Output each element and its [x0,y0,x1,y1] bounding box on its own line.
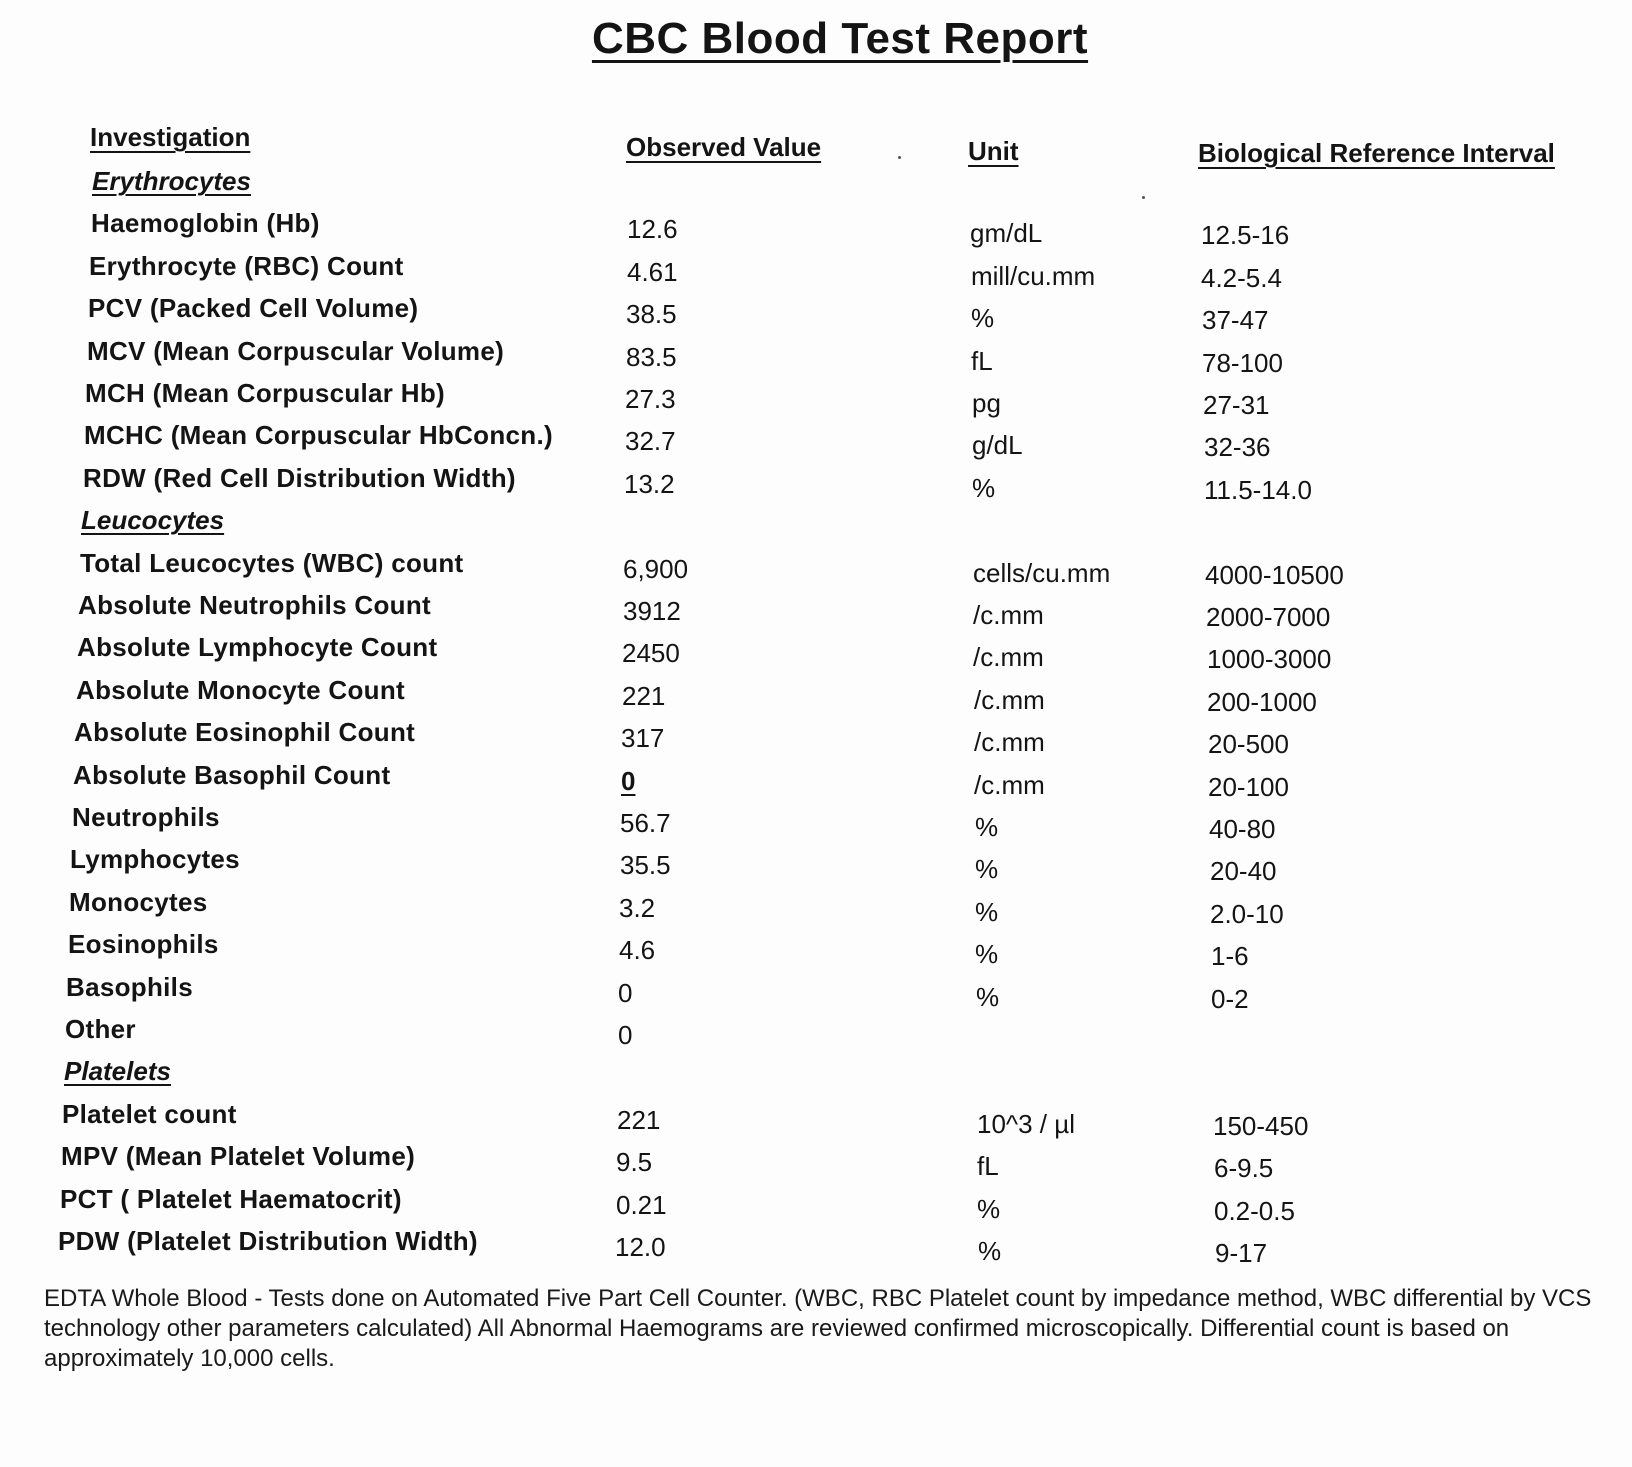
investigation-name: MCV (Mean Corpuscular Volume) [87,335,505,366]
unit: % [975,896,999,927]
reference-interval: 12.5-16 [1201,220,1290,251]
table-row [0,293,1632,336]
reference-interval: 27-31 [1203,390,1270,420]
section-row [0,505,1632,541]
unit: /c.mm [973,642,1044,673]
reference-interval: 40-80 [1209,814,1276,844]
table-row [0,1014,1632,1050]
unit: fL [971,345,993,376]
table-row [0,632,1632,675]
investigation-name: Lymphocytes [70,844,240,875]
table-row [0,547,1632,590]
investigation-name: RDW (Red Cell Distribution Width) [83,462,516,493]
table-row [0,1226,1632,1268]
unit: % [975,812,999,842]
section-row [0,1056,1632,1092]
investigation-name: MCH (Mean Corpuscular Hb) [85,378,445,408]
investigation-name: Absolute Lymphocyte Count [77,632,438,663]
unit: /c.mm [974,769,1045,800]
observed-value: 38.5 [626,299,677,330]
table-row [0,378,1632,420]
table-row [0,1183,1632,1226]
footnote: EDTA Whole Blood - Tests done on Automated Five Part Cell Counter. (WBC, RBC Platelet count by impedance method, WBC differential by VCS technology other parameters calculated) All Abnormal Haemograms are reviewed confirmed microscopically. Differential count is based on approximately 10,000 cells. [44,1285,1592,1372]
investigation-name: Absolute Basophil Count [73,759,391,790]
unit: 10^3 / µl [977,1108,1076,1139]
investigation-name: Monocytes [69,886,208,917]
table-row [0,462,1632,505]
investigation-name: Neutrophils [72,802,220,832]
investigation-name: Absolute Neutrophils Count [78,590,431,620]
observed-value: 12.6 [627,214,678,245]
observed-value: 2450 [622,638,680,669]
investigation-name: PDW (Platelet Distribution Width) [58,1226,478,1256]
reference-interval: 0.2-0.5 [1214,1195,1295,1226]
table-row [0,1141,1632,1184]
reference-interval: 6-9.5 [1214,1153,1274,1184]
table-row [0,1098,1632,1141]
unit: % [971,303,995,334]
unit: /c.mm [973,600,1044,630]
investigation-name: Haemoglobin (Hb) [91,208,320,239]
table-row [0,717,1632,760]
reference-interval: 150-450 [1213,1110,1309,1141]
observed-value: 6,900 [623,553,689,584]
table-row [0,250,1632,293]
reference-interval: 2000-7000 [1206,602,1331,632]
section-row [0,166,1632,202]
investigation-name: Other [65,1014,136,1044]
investigation-name: PCV (Packed Cell Volume) [88,293,419,324]
header-unit: Unit [968,136,1019,166]
reference-interval: 20-100 [1208,771,1289,802]
observed-value: 27.3 [625,384,676,414]
report-title: CBC Blood Test Report [591,14,1089,63]
unit: % [977,1193,1001,1224]
observed-value: 221 [622,680,666,711]
reference-interval: 1-6 [1211,941,1249,972]
unit: % [975,854,999,885]
observed-value: 9.5 [616,1147,653,1178]
table-row [0,886,1632,929]
reference-interval: 20-500 [1208,729,1289,760]
observed-value: 221 [617,1104,661,1135]
table-row [0,759,1632,802]
unit: fL [977,1151,999,1182]
reference-interval: 78-100 [1202,347,1283,378]
observed-value: 35.5 [620,850,671,881]
unit: % [976,981,1000,1012]
investigation-name: PCT ( Platelet Haematocrit) [60,1183,402,1214]
observed-value: 3912 [623,596,681,626]
unit: % [978,1236,1002,1266]
section-heading: Erythrocytes [92,166,251,196]
reference-interval: 4.2-5.4 [1201,262,1282,293]
observed-value: 4.61 [627,256,678,287]
investigation-name: Basophils [66,971,193,1002]
observed-value: 56.7 [620,808,671,838]
table-row [0,674,1632,717]
investigation-name: Total Leucocytes (WBC) count [80,547,464,578]
table-row [0,590,1632,632]
reference-interval: 2.0-10 [1210,898,1284,929]
reference-interval: 32-36 [1204,432,1271,463]
observed-value: 13.2 [624,468,675,499]
observed-value: 0 [618,1020,633,1050]
unit: /c.mm [974,727,1045,758]
investigation-name: Eosinophils [68,929,219,960]
reference-interval: 20-40 [1210,856,1277,887]
reference-interval: 9-17 [1215,1238,1268,1268]
table-row [0,208,1632,251]
unit: /c.mm [974,684,1045,715]
section-heading: Leucocytes [81,505,225,536]
observed-value: 317 [621,723,665,754]
reference-interval: 200-1000 [1207,686,1317,717]
table-row [0,844,1632,887]
scan-speck [1142,196,1145,199]
header-investigation: Investigation [90,122,251,152]
investigation-name: Absolute Monocyte Count [76,674,405,705]
reference-interval: 37-47 [1202,305,1269,336]
table-row [0,420,1632,463]
unit: pg [972,388,1001,418]
table-row [0,802,1632,844]
observed-value: 32.7 [625,426,676,457]
investigation-name: Platelet count [62,1098,237,1129]
investigation-name: Absolute Eosinophil Count [74,717,416,748]
header-reference-interval: Biological Reference Interval [1198,138,1555,168]
reference-interval: 11.5-14.0 [1204,474,1312,505]
unit: gm/dL [970,218,1043,249]
reference-interval: 4000-10500 [1205,559,1344,590]
unit: % [972,472,996,503]
observed-value: 0.21 [616,1189,667,1220]
unit: % [975,939,999,970]
investigation-name: MCHC (Mean Corpuscular HbConcn.) [84,420,553,451]
observed-value: 12.0 [615,1232,666,1262]
unit: mill/cu.mm [971,260,1096,291]
header-observed-value: Observed Value [626,132,822,162]
section-heading: Platelets [64,1056,171,1087]
reference-interval: 1000-3000 [1207,644,1332,675]
table-row [0,929,1632,972]
observed-value: 4.6 [619,935,656,966]
observed-value: 3.2 [619,892,656,923]
scan-speck [898,156,901,159]
table-row [0,335,1632,378]
investigation-name: Erythrocyte (RBC) Count [89,250,404,281]
investigation-name: MPV (Mean Platelet Volume) [61,1141,416,1172]
table-row [0,971,1632,1014]
unit: g/dL [972,430,1023,461]
unit: cells/cu.mm [973,557,1111,588]
observed-value: 0 [618,977,633,1008]
observed-value: 83.5 [626,341,677,372]
observed-value: 0 [621,765,636,796]
reference-interval: 0-2 [1211,983,1249,1014]
